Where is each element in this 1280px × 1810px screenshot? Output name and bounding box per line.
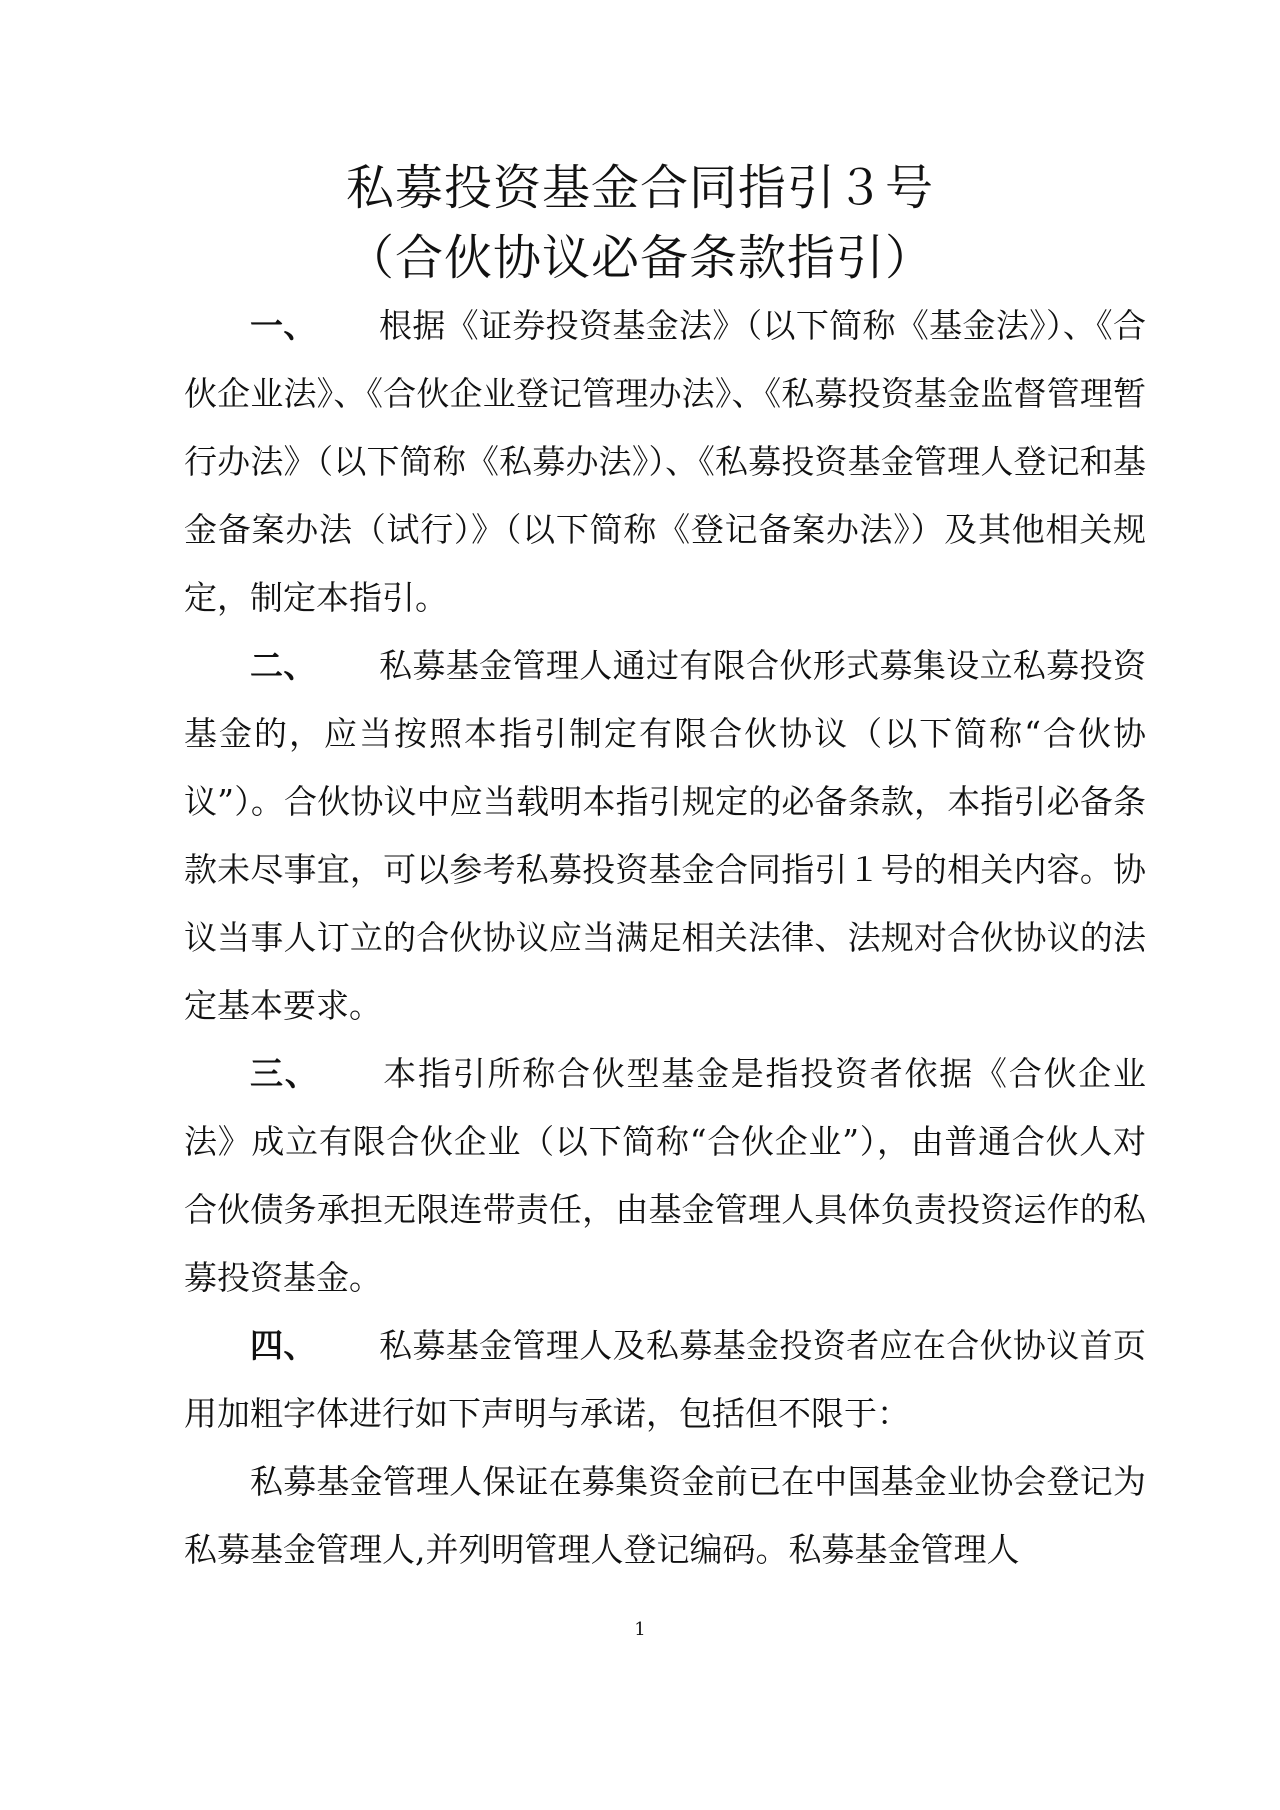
paragraph-4 xyxy=(184,1312,1146,1448)
document-body xyxy=(184,292,1146,1584)
paragraph-text: 私募基金管理人通过有限合伙形式募集设立私募投资基金的，应当按照本指引制定有限合伙协议（以下简称“合伙协议”）。合伙协议中应当载明本指引规定的必备条款，本指引必备条款未尽事宜，可以参考私募投资基金合同指引１号的相关内容。协议当事人订立的合伙协议应当满足相关法律、法规对合伙协议的法定基本要求。 xyxy=(184,646,1147,1025)
paragraph-2 xyxy=(184,632,1146,1040)
paragraph-number: 三、 xyxy=(250,1054,320,1093)
paragraph-number: 四、 xyxy=(250,1326,317,1365)
paragraph-text: 私募基金管理人保证在募集资金前已在中国基金业协会登记为私募基金管理人,并列明管理人登记编码。私募基金管理人 xyxy=(184,1462,1146,1569)
paragraph-text: 根据《证券投资基金法》（以下简称《基金法》）、《合伙企业法》、《合伙企业登记管理办法》、《私募投资基金监督管理暂行办法》（以下简称《私募办法》）、《私募投资基金管理人登记和基金备案办法（试行）》（以下简称《登记备案办法》）及其他相关规定，制定本指引。 xyxy=(184,306,1147,617)
paragraph-1 xyxy=(184,292,1146,632)
paragraph-text: 本指引所称合伙型基金是指投资者依据《合伙企业法》成立有限合伙企业（以下简称“合伙企业”），由普通合伙人对合伙债务承担无限连带责任，由基金管理人具体负责投资运作的私募投资基金。 xyxy=(184,1054,1146,1297)
paragraph-number: 一、 xyxy=(250,306,317,345)
paragraph-number: 二、 xyxy=(250,646,317,685)
page-number: 1 xyxy=(634,1619,646,1640)
paragraph-3 xyxy=(184,1040,1146,1312)
paragraph-text: 私募基金管理人及私募基金投资者应在合伙协议首页用加粗字体进行如下声明与承诺，包括但不限于： xyxy=(184,1326,1147,1433)
document-subtitle: （合伙协议必备条款指引） xyxy=(345,230,934,286)
paragraph-5 xyxy=(184,1448,1146,1584)
document-title: 私募投资基金合同指引３号 xyxy=(345,160,934,216)
